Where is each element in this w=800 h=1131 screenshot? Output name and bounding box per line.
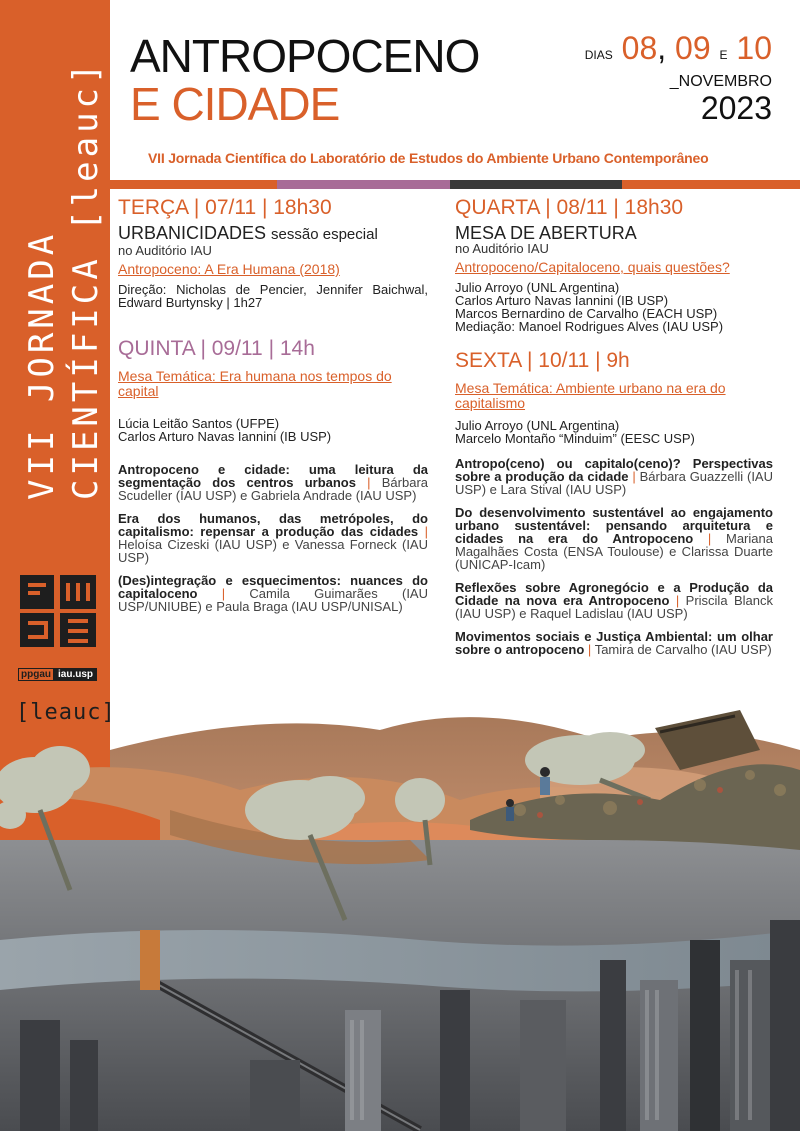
tuesday-credits: Direção: Nicholas de Pencier, Jennifer Baichwal, Edward Burtynsky | 1h27 [118,282,428,310]
talk-authors: Heloísa Cizeski (IAU USP) e Vanessa Forneck (IAU USP) [118,537,428,565]
title-line2: E CIDADE [130,78,340,130]
wednesday-session: Antropoceno/Capitaloceno, quais questões? [455,259,730,275]
thursday-session: Mesa Temática: Era humana nos tempos do capital [118,368,392,399]
talk-item [118,512,428,564]
leauc-logo: [leauc] [16,700,116,725]
talk-authors: Priscila Blanck (IAU USP) e Raquel Ladislau (IAU USP) [455,593,773,621]
talk-item [455,506,773,571]
e-label: E [719,48,728,62]
talk-title: (Des)integração e esquecimentos: nuances do capitaloceno [118,573,428,601]
talk-authors: Mariana Magalhães Costa (ENSA Toulouse) e Clarissa Duarte (UNICAP-Icam) [455,531,773,572]
year: 2023 [700,90,772,126]
vertical-title-bracket: [leauc] [66,59,106,231]
tuesday-title [118,224,428,244]
day3: 10 [736,30,772,66]
color-bar [110,180,800,189]
color-bar-segment [622,180,800,189]
talk-authors: Bárbara Guazzelli (IAU USP) e Lara Stival (IAU USP) [455,469,773,497]
day2: 09 [675,30,711,66]
separator: | [587,642,592,657]
talk-item [118,574,428,613]
friday-session: Mesa Temática: Ambiente urbano na era do capitalismo [455,380,726,411]
separator: | [632,469,636,484]
name-item: Marcos Bernardino de Carvalho (EACH USP) [455,306,718,321]
name-item: Julio Arroyo (UNL Argentina) [455,280,620,295]
wednesday-venue: no Auditório IAU [455,241,549,256]
thursday-names [118,417,428,443]
color-bar-segment [110,180,277,189]
dias-label: DIAS [584,48,613,62]
talk-item [455,581,773,620]
subtitle: VII Jornada Científica do Laboratório de Estudos do Ambiente Urbano Contemporâneo [148,150,709,166]
talk-title: Movimentos sociais e Justiça Ambiental: um olhar sobre o antropoceno [455,629,773,657]
vertical-title-line2 [64,60,108,500]
wednesday-block [455,196,773,333]
talk-title: Do desenvolvimento sustentável ao engajamento urbano sustentável: pensando arquitetura e cidades na era do Antropoceno [455,505,773,546]
month: _NOVEMBRO [669,73,772,90]
name-item: Carlos Arturo Navas Iannini (IB USP) [118,429,332,444]
ppgau-text: ppgau [18,668,54,681]
tuesday-venue: no Auditório IAU [118,243,212,258]
name-item: Lúcia Leitão Santos (UFPE) [118,416,280,431]
talk-item [118,463,428,502]
name-item: Marcelo Montaño “Minduim” (EESC USP) [455,431,695,446]
separator: | [424,524,428,539]
tuesday-title-main: URBANICIDADES [118,223,267,243]
tuesday-title-small: sessão especial [271,226,378,243]
tuesday-film: Antropoceno: A Era Humana (2018) [118,261,340,277]
separator: | [707,531,712,546]
ppgau-logo [18,668,97,681]
wednesday-title: MESA DE ABERTURA [455,223,637,243]
friday-names [455,419,773,445]
sidebar [0,0,116,790]
left-column [118,196,428,623]
tuesday-heading: TERÇA | 07/11 | 18h30 [118,196,332,219]
friday-block [455,349,773,656]
talk-authors: Bárbara Scudeller (IAU USP) e Gabriela Andrade (IAU USP) [118,475,428,503]
event-dates [585,30,772,125]
name-item: Carlos Arturo Navas Iannini (IB USP) [455,293,669,308]
dates-row [585,30,772,67]
color-bar-segment [450,180,622,189]
color-bar-segment [277,180,450,189]
wednesday-names [455,281,773,333]
talk-title: Reflexões sobre Agronegócio e a Produção da Cidade na nova era Antropoceno [455,580,773,608]
name-item: Mediação: Manoel Rodrigues Alves (IAU USP) [455,319,724,334]
iau-text: iau.usp [54,668,97,681]
separator: | [367,475,371,490]
vertical-title-word: CIENTÍFICA [66,255,106,500]
comma: , [657,30,667,66]
wednesday-heading: QUARTA | 08/11 | 18h30 [455,196,684,219]
talk-authors: Camila Guimarães (IAU USP/UNIUBE) e Paula Braga (IAU USP/UNISAL) [118,586,428,614]
right-column [455,196,773,666]
day1: 08 [621,30,658,66]
friday-heading: SEXTA | 10/11 | 9h [455,349,630,372]
vertical-title-line1: VII JORNADA [22,230,62,500]
talk-authors: Tamira de Carvalho (IAU USP) [594,642,772,657]
talk-title: Antropo(ceno) ou capitalo(ceno)? Perspectivas sobre a produção da cidade [455,456,773,484]
thursday-heading: QUINTA | 09/11 | 14h [118,337,315,360]
talk-title: Antropoceno e cidade: uma leitura da segmentação dos centros urbanos [118,462,428,490]
name-item: Julio Arroyo (UNL Argentina) [455,418,620,433]
title-line1: ANTROPOCENO [130,30,480,82]
separator: | [675,593,680,608]
city-collage-image [0,690,800,1131]
thursday-block [118,337,428,613]
tuesday-block [118,196,428,309]
collage-graphic [0,690,800,1131]
talk-item [455,630,773,656]
lab-logo-icon [20,575,96,647]
talk-title: Era dos humanos, das metrópoles, do capitalismo: repensar a produção das cidades [118,511,428,539]
separator: | [221,586,226,601]
talk-item [455,457,773,496]
page-title [130,32,479,128]
